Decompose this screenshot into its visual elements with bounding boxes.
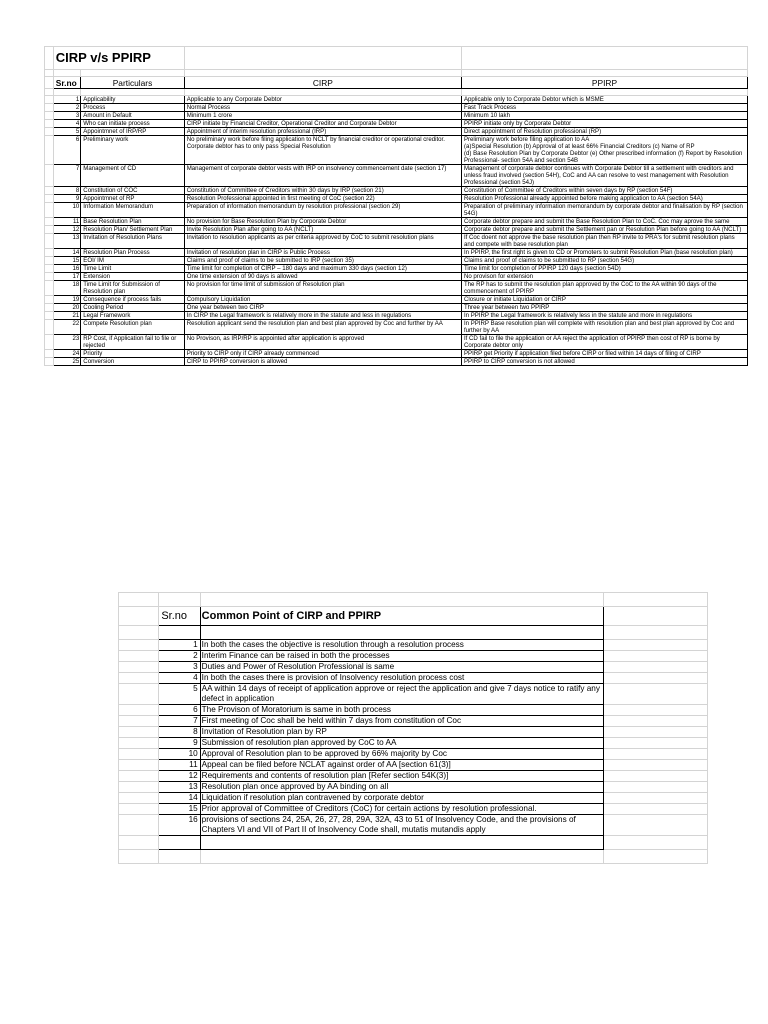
header-particulars: Particulars	[81, 77, 184, 89]
common-sr-no: 10	[159, 749, 200, 760]
row-particular: RP Cost, if Application fail to file or rejected	[81, 335, 184, 350]
table-row	[45, 312, 748, 320]
row-particular: Management of CD	[81, 165, 184, 187]
row-sr-no: 6	[53, 136, 81, 165]
row-ppirp: Minimum 10 lakh	[461, 112, 747, 120]
table-row	[45, 112, 748, 120]
row-particular: Applicability	[81, 96, 184, 104]
row-gutter	[119, 705, 159, 716]
common-point-text: AA within 14 days of receipt of application approve or reject the application and give 7 days notice to ratify any defect in application	[200, 684, 603, 705]
table-row	[45, 320, 748, 335]
row-particular: Amount in Default	[81, 112, 184, 120]
table-title-row	[45, 47, 748, 70]
table-row	[45, 128, 748, 136]
row-particular: Time Limit	[81, 265, 184, 273]
row-ppirp: Corporate debtor prepare and submit the Base Resolution Plan to CoC. Coc may aprove the same	[461, 218, 747, 226]
row-ppirp: Corporate debtor prepare and submit the Settlement pan or Resolution Plan before going to AA (NCLT)	[461, 226, 747, 234]
list-item	[119, 716, 708, 727]
row-sr-no: 8	[53, 187, 81, 195]
table-row	[45, 104, 748, 112]
table-row	[45, 358, 748, 366]
row-gutter	[45, 120, 54, 128]
row-ppirp: In PPIRP Base resolution plan will complete with resolution plan and best plan approved by Coc and further by AA	[461, 320, 747, 335]
row-cirp: Normal Process	[184, 104, 461, 112]
row-gutter	[45, 249, 54, 257]
row-ppirp: Direct appointment of Resolution professional (RP)	[461, 128, 747, 136]
row-particular: Legal Framework	[81, 312, 184, 320]
row-gutter	[45, 234, 54, 249]
list-item	[119, 673, 708, 684]
common-sr-no: 13	[159, 782, 200, 793]
list-item	[119, 749, 708, 760]
row-ppirp: Preliminary work before filing application to AA (a)Special Resolution (b) Approval of at least 66% Financial Creditors (c) Name of RP (d) Base Resolution Plan by Corporate Debtor (e) Other prescribed information (f) Report by Resolution Professional- section 54A and section 54B	[461, 136, 747, 165]
row-gutter	[604, 727, 708, 738]
table-row	[45, 234, 748, 249]
row-gutter	[119, 793, 159, 804]
row-particular: Invitation of Resolution Plans	[81, 234, 184, 249]
row-gutter	[45, 104, 54, 112]
row-cirp: No provision for time limit of submission of Resolution plan	[184, 281, 461, 296]
list-item	[119, 815, 708, 836]
row-particular: Priority	[81, 350, 184, 358]
row-gutter	[119, 727, 159, 738]
row-particular: Time Limit for Submission of Resolution plan	[81, 281, 184, 296]
row-particular: Base Resolution Plan	[81, 218, 184, 226]
row-particular: Resolution Plan/ Settlement Plan	[81, 226, 184, 234]
row-cirp: Time limit for completion of CIRP – 180 days and maximum 330 days (section 12)	[184, 265, 461, 273]
row-cirp: CIRP to PPIRP conversion is allowed	[184, 358, 461, 366]
row-cirp: Resolution applicant send the resolution plan and best plan approved by Coc and further by AA	[184, 320, 461, 335]
row-sr-no: 25	[53, 358, 81, 366]
row-sr-no: 17	[53, 273, 81, 281]
list-item	[119, 804, 708, 815]
row-gutter	[604, 716, 708, 727]
row-sr-no: 19	[53, 296, 81, 304]
row-cirp: No Provison, as IRP/RP is appointed after application is approved	[184, 335, 461, 350]
row-gutter	[45, 187, 54, 195]
common-point-text: The Provison of Moratorium is same in both process	[200, 705, 603, 716]
row-gutter	[604, 673, 708, 684]
common-point-text: Submission of resolution plan approved by CoC to AA	[200, 738, 603, 749]
table-row	[45, 281, 748, 296]
row-sr-no: 14	[53, 249, 81, 257]
row-cirp: One year between two CIRP	[184, 304, 461, 312]
common-point-text: In both the cases there is provision of Insolvency resolution process cost	[200, 673, 603, 684]
row-particular: Constitution of COC	[81, 187, 184, 195]
row-particular: Appointmnet of RP	[81, 195, 184, 203]
row-particular: Information Memorandum	[81, 203, 184, 218]
row-sr-no: 12	[53, 226, 81, 234]
row-gutter	[119, 749, 159, 760]
row-ppirp: Preparation of preliminary information memorandum by corporate debtor and finalisation by RP (section 54G)	[461, 203, 747, 218]
row-ppirp: If Coc doent not approve the base resolution plan then RP invite to PRA's for submit resolution plans and compete with base resolution plan	[461, 234, 747, 249]
row-gutter	[45, 350, 54, 358]
row-sr-no: 4	[53, 120, 81, 128]
common-sr-no: 11	[159, 760, 200, 771]
row-sr-no: 10	[53, 203, 81, 218]
row-cirp: Compulsory Liquidation	[184, 296, 461, 304]
list-item	[119, 727, 708, 738]
common-point-text: Requirements and contents of resolution plan [Refer section 54K(3)]	[200, 771, 603, 782]
common-sr-no: 16	[159, 815, 200, 836]
cirp-vs-ppirp-table	[44, 46, 748, 366]
common-sr-no: 9	[159, 738, 200, 749]
row-cirp: Invitation of resolution plan in CIRP is Public Process	[184, 249, 461, 257]
row-gutter	[45, 312, 54, 320]
table-row	[45, 265, 748, 273]
list-item	[119, 640, 708, 651]
row-sr-no: 22	[53, 320, 81, 335]
common-point-text: Approval of Resolution plan to be approved by 66% majority by Coc	[200, 749, 603, 760]
row-ppirp: Management of corporate debtor continues with Corporate Debtor till a settlement with creditors and unless fraud involved (section 54H), CoC and AA can resolve to vest management with Resolution Professional (section 54J)	[461, 165, 747, 187]
row-particular: Appointmnet of IRP/RP	[81, 128, 184, 136]
table-row	[45, 96, 748, 104]
row-gutter	[45, 96, 54, 104]
row-gutter	[45, 128, 54, 136]
table-row	[45, 335, 748, 350]
row-cirp: Claims and proof of claims to be submitted to IRP (section 35)	[184, 257, 461, 265]
row-gutter	[119, 815, 159, 836]
row-sr-no: 1	[53, 96, 81, 104]
row-ppirp: PPIRP initiate only by Corporate Debtor	[461, 120, 747, 128]
row-sr-no: 9	[53, 195, 81, 203]
row-particular: Who can initiate process	[81, 120, 184, 128]
common-sr-no: 2	[159, 651, 200, 662]
row-cirp: Priority to CIRP only if CIRP already commenced	[184, 350, 461, 358]
row-gutter	[119, 684, 159, 705]
row-gutter	[604, 760, 708, 771]
row-gutter	[119, 804, 159, 815]
row-sr-no: 20	[53, 304, 81, 312]
row-gutter	[119, 640, 159, 651]
table-row	[45, 226, 748, 234]
common-point-text: Invitation of Resolution plan by RP	[200, 727, 603, 738]
header-ppirp: PPIRP	[461, 77, 747, 89]
table-row	[45, 203, 748, 218]
spacer-row	[119, 836, 708, 850]
table-row	[45, 165, 748, 187]
list-item	[119, 771, 708, 782]
row-ppirp: In PPIRP the Legal framework is relatively less in the statute and more in regulations	[461, 312, 747, 320]
list-item	[119, 684, 708, 705]
table-row	[45, 249, 748, 257]
row-gutter	[45, 273, 54, 281]
row-cirp: One time extension of 90 days is allowed	[184, 273, 461, 281]
row-ppirp: The RP has to submit the resolution plan approved by the CoC to the AA within 90 days of the commencement of PPIRP	[461, 281, 747, 296]
row-cirp: Invitation to resolution applicants as per criteria approved by CoC to submit resolution plans	[184, 234, 461, 249]
row-gutter	[604, 815, 708, 836]
row-cirp: Resolution Professional appointed in first meeting of CoC (section 22)	[184, 195, 461, 203]
table-row	[45, 304, 748, 312]
row-gutter	[604, 804, 708, 815]
row-particular: Preliminary work	[81, 136, 184, 165]
row-gutter	[119, 651, 159, 662]
row-ppirp: Claims and proof of claims to be submitted to RP (section 54G)	[461, 257, 747, 265]
spacer-row	[45, 70, 748, 77]
row-gutter	[45, 112, 54, 120]
row-cirp: In CIRP the Legal framework is relatively more in the statute and less in regulations	[184, 312, 461, 320]
row-sr-no: 16	[53, 265, 81, 273]
common-header-title: Common Point of CIRP and PPIRP	[200, 607, 603, 626]
row-gutter	[604, 705, 708, 716]
common-point-text: Liquidation if resolution plan contravened by corporate debtor	[200, 793, 603, 804]
row-cirp: Preparation of information memorandum by resolution professional (section 29)	[184, 203, 461, 218]
common-header-sr-no: Sr.no	[159, 607, 200, 626]
common-point-text: Interim Finance can be raised in both the processes	[200, 651, 603, 662]
row-gutter	[604, 662, 708, 673]
row-sr-no: 5	[53, 128, 81, 136]
common-points-sheet	[118, 592, 708, 864]
row-particular: Cooling Period	[81, 304, 184, 312]
list-item	[119, 782, 708, 793]
row-ppirp: Resolution Professional already appointed before making application to AA (section 54A)	[461, 195, 747, 203]
row-ppirp: Fast Track Process	[461, 104, 747, 112]
common-point-text: Appeal can be filed before NCLAT against order of AA [section 61(3)]	[200, 760, 603, 771]
common-sr-no: 7	[159, 716, 200, 727]
row-cirp: Management of corporate debtor vests with IRP on insolvency commencement date (section 17)	[184, 165, 461, 187]
common-sr-no: 3	[159, 662, 200, 673]
common-point-text: Prior approval of Committee of Creditors (CoC) for certain actions by resolution professional.	[200, 804, 603, 815]
row-sr-no: 21	[53, 312, 81, 320]
spacer-row	[119, 593, 708, 607]
table-row	[45, 120, 748, 128]
row-particular: EOI/ IM	[81, 257, 184, 265]
row-gutter	[45, 165, 54, 187]
common-points-table	[118, 592, 708, 864]
spacer-row	[45, 89, 748, 96]
cirp-vs-ppirp-sheet	[44, 46, 748, 366]
row-cirp: Invite Resolution Plan after going to AA (NCLT)	[184, 226, 461, 234]
row-sr-no: 24	[53, 350, 81, 358]
row-gutter	[119, 738, 159, 749]
header-cirp: CIRP	[184, 77, 461, 89]
table-row	[45, 195, 748, 203]
table-row	[45, 187, 748, 195]
row-gutter	[45, 358, 54, 366]
row-gutter	[604, 793, 708, 804]
row-gutter	[45, 257, 54, 265]
row-ppirp: If CD fail to file the application or AA reject the application of PPIRP then cost of RP is borne by Corporate debtor only	[461, 335, 747, 350]
common-point-text: In both the cases the objective is resolution through a resolution process	[200, 640, 603, 651]
common-sr-no: 12	[159, 771, 200, 782]
row-cirp: Constitution of Committee of Creditors within 30 days by IRP (section 21)	[184, 187, 461, 195]
row-cirp: Minimum 1 crore	[184, 112, 461, 120]
row-sr-no: 2	[53, 104, 81, 112]
row-ppirp: In PPIRP, the first right is given to CD or Promoters to submit Resolution Plan (base resolution plan)	[461, 249, 747, 257]
row-sr-no: 23	[53, 335, 81, 350]
row-particular: Resolution Plan Process	[81, 249, 184, 257]
row-particular: Conversion	[81, 358, 184, 366]
row-gutter	[119, 662, 159, 673]
table-row	[45, 350, 748, 358]
table-row	[45, 257, 748, 265]
row-gutter	[45, 296, 54, 304]
row-gutter	[45, 203, 54, 218]
common-sr-no: 15	[159, 804, 200, 815]
row-gutter	[45, 281, 54, 296]
row-ppirp: Time limit for completion of PPIRP 120 days (section 54D)	[461, 265, 747, 273]
common-point-text: First meeting of Coc shall be held within 7 days from constitution of Coc	[200, 716, 603, 727]
row-particular: Process	[81, 104, 184, 112]
row-gutter	[45, 195, 54, 203]
row-gutter	[604, 651, 708, 662]
common-point-text: Resolution plan once approved by AA binding on all	[200, 782, 603, 793]
row-ppirp: No provison for extension	[461, 273, 747, 281]
row-gutter	[45, 218, 54, 226]
common-header-row	[119, 607, 708, 626]
header-sr-no: Sr.no	[53, 77, 81, 89]
common-sr-no: 8	[159, 727, 200, 738]
row-cirp: No provision for Base Resolution Plan by Corporate Debtor	[184, 218, 461, 226]
row-gutter	[604, 738, 708, 749]
row-ppirp: Closure or initiate Liquidation or CIRP	[461, 296, 747, 304]
row-gutter	[45, 226, 54, 234]
list-item	[119, 793, 708, 804]
row-sr-no: 18	[53, 281, 81, 296]
row-gutter	[604, 640, 708, 651]
common-point-text: Duties and Power of Resolution Professional is same	[200, 662, 603, 673]
spacer-row	[119, 850, 708, 864]
common-sr-no: 1	[159, 640, 200, 651]
common-sr-no: 4	[159, 673, 200, 684]
table-header-row	[45, 77, 748, 89]
row-gutter	[119, 782, 159, 793]
common-point-text: provisions of sections 24, 25A, 26, 27, 28, 29A, 32A, 43 to 51 of Insolvency Code, and the provisions of Chapters VI and VII of Part II of Insolvency Code shall, mutatis mutandis apply	[200, 815, 603, 836]
list-item	[119, 651, 708, 662]
row-cirp: Appointment of interim resolution professional (IRP)	[184, 128, 461, 136]
row-gutter	[119, 771, 159, 782]
row-sr-no: 3	[53, 112, 81, 120]
row-ppirp: Three year between two PPIRP	[461, 304, 747, 312]
common-sr-no: 5	[159, 684, 200, 705]
row-gutter	[45, 136, 54, 165]
row-gutter	[119, 760, 159, 771]
row-particular: Extension	[81, 273, 184, 281]
row-particular: Compete Resolution plan	[81, 320, 184, 335]
row-gutter	[45, 265, 54, 273]
row-gutter	[119, 673, 159, 684]
table-row	[45, 296, 748, 304]
table-row	[45, 218, 748, 226]
table-row	[45, 136, 748, 165]
row-gutter	[604, 684, 708, 705]
table-title: CIRP v/s PPIRP	[55, 50, 151, 65]
row-particular: Consequence if process fails	[81, 296, 184, 304]
row-ppirp: Applicable only to Corporate Debtor which is MSME	[461, 96, 747, 104]
row-gutter	[604, 749, 708, 760]
row-gutter	[604, 771, 708, 782]
row-gutter	[45, 335, 54, 350]
common-sr-no: 6	[159, 705, 200, 716]
row-ppirp: PPIRP to CIRP conversion is not allowed	[461, 358, 747, 366]
row-gutter	[45, 304, 54, 312]
list-item	[119, 705, 708, 716]
row-gutter	[45, 320, 54, 335]
row-cirp: No preliminary work before filing application to NCLT by financial creditor or operational creditor. Corporate debtor has to only pass Special Resolution	[184, 136, 461, 165]
list-item	[119, 738, 708, 749]
row-sr-no: 15	[53, 257, 81, 265]
row-sr-no: 13	[53, 234, 81, 249]
row-cirp: Applicable to any Corporate Debtor	[184, 96, 461, 104]
row-sr-no: 11	[53, 218, 81, 226]
row-gutter	[119, 716, 159, 727]
list-item	[119, 760, 708, 771]
list-item	[119, 662, 708, 673]
row-ppirp: PPIRP get Priority if application filed before CIRP or filed within 14 days of filing of CIRP	[461, 350, 747, 358]
spacer-row	[119, 626, 708, 640]
row-sr-no: 7	[53, 165, 81, 187]
table-row	[45, 273, 748, 281]
row-gutter	[604, 782, 708, 793]
row-cirp: CIRP initiate by Financial Creditor, Operational Creditor and Corporate Debtor	[184, 120, 461, 128]
common-sr-no: 14	[159, 793, 200, 804]
row-ppirp: Constitution of Committee of Creditors within seven days by RP (section 54F)	[461, 187, 747, 195]
